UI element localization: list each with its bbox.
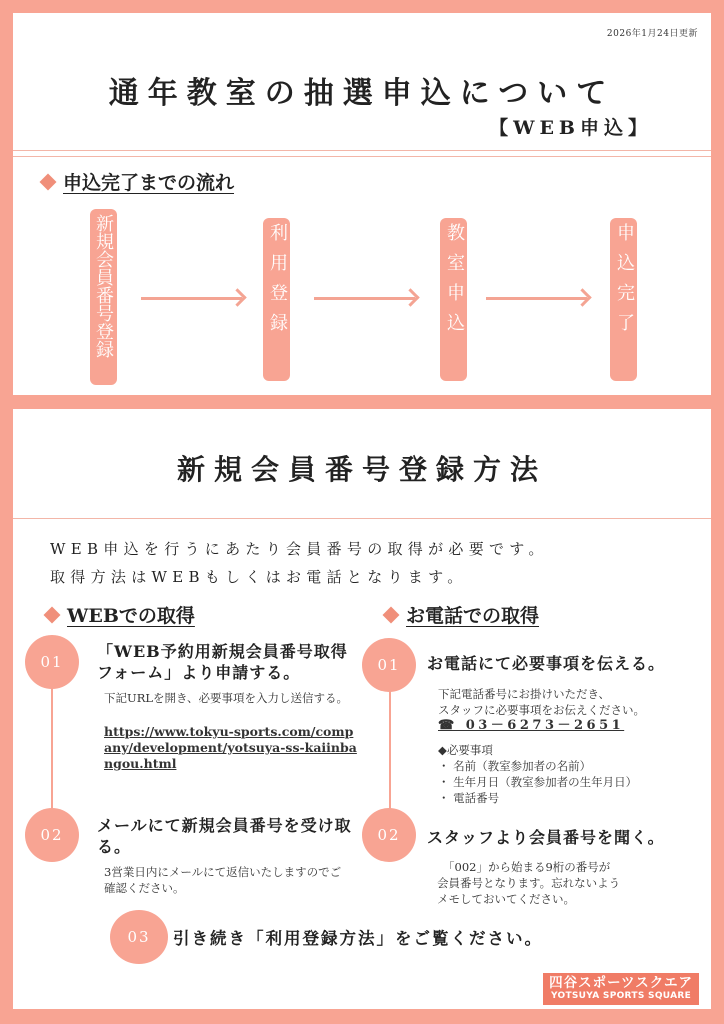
phone-step-1-title: お電話にて必要事項を伝える。: [427, 654, 666, 673]
web-step-2-title: メールにて新規会員番号を受け取る。: [97, 816, 352, 856]
flow-heading-text: 申込完了までの流れ: [63, 172, 235, 194]
registration-title: 新規会員番号登録方法: [176, 453, 547, 486]
divider: [13, 156, 711, 157]
web-step-2-badge: 02: [25, 808, 79, 862]
flow-step-label: 新規会員番号登録: [93, 214, 114, 358]
diamond-icon: [44, 606, 61, 623]
phone-number-link[interactable]: ☎ 03－6273－2651: [438, 718, 625, 733]
arrow-right-icon: [141, 297, 242, 300]
web-heading: [46, 601, 195, 628]
arrow-right-icon: [486, 297, 587, 300]
intro-line-2: 取得方法はWEBもしくはお電話となります。: [50, 568, 468, 586]
updated-date: 2026年1月24日更新: [606, 29, 698, 39]
requirements-heading: ◆必要事項: [438, 743, 493, 757]
phone-step-2-desc-3: メモしておいてください。: [437, 892, 575, 906]
step-3-badge: 03: [110, 910, 168, 964]
flow-step-3: [440, 218, 467, 381]
intro-line-1: WEB申込を行うにあたり会員番号の取得が必要です。: [50, 540, 549, 558]
web-heading-text: WEBでの取得: [67, 605, 195, 627]
phone-step-1-desc-1: 下記電話番号にお掛けいただき、: [438, 687, 611, 701]
requirement-item: ・ 名前（教室参加者の名前）: [438, 759, 592, 773]
logo-english: YOTSUYA SPORTS SQUARE: [551, 991, 692, 1001]
web-step-2-desc: 3営業日内にメールにて返信いたしますのでご確認ください。: [104, 865, 342, 895]
phone-step-1-badge: 01: [362, 638, 416, 692]
flow-step-label: 教室申込: [444, 223, 465, 343]
brand-logo: [543, 973, 699, 1005]
diamond-icon: [40, 173, 57, 190]
phone-heading: [385, 601, 539, 628]
flow-step-label: 利用登録: [267, 223, 288, 343]
web-step-1-desc: 下記URLを開き、必要事項を入力し送信する。: [104, 691, 349, 705]
phone-heading-text: お電話での取得: [406, 605, 540, 627]
flow-step-label: 申込完了: [614, 223, 635, 343]
phone-step-2-desc-1: 「002」から始まる9桁の番号が: [443, 860, 611, 874]
divider: [13, 518, 711, 519]
flow-step-2: [263, 218, 290, 381]
registration-form-link[interactable]: https://www.tokyu-sports.com/company/development/yotsuya-ss-kaiinbangou.html: [104, 724, 357, 771]
phone-step-1-desc-2: スタッフに必要事項をお伝えください。: [438, 703, 645, 717]
flow-heading: [42, 168, 234, 195]
requirement-item: ・ 生年月日（教室参加者の生年月日）: [438, 775, 638, 789]
flow-step-1: [90, 209, 117, 385]
diamond-icon: [383, 606, 400, 623]
step-3-text: 引き続き「利用登録方法」をご覧ください。: [173, 929, 543, 948]
divider: [13, 150, 711, 151]
phone-step-2-desc-2: 会員番号となります。忘れないよう: [437, 876, 621, 890]
page-subtitle: 【WEB申込】: [489, 117, 652, 139]
page-title: 通年教室の抽選申込について: [108, 76, 616, 111]
flow-step-4: [610, 218, 637, 381]
phone-step-2-badge: 02: [362, 808, 416, 862]
phone-step-2-title: スタッフより会員番号を聞く。: [427, 828, 665, 847]
requirement-item: ・ 電話番号: [438, 791, 500, 805]
logo-japanese: 四谷スポーツスクエア: [549, 975, 693, 991]
web-step-1-badge: 01: [25, 635, 79, 689]
arrow-right-icon: [314, 297, 415, 300]
web-step-1-title: 「WEB予約用新規会員番号取得フォーム」より申請する。: [97, 642, 348, 682]
